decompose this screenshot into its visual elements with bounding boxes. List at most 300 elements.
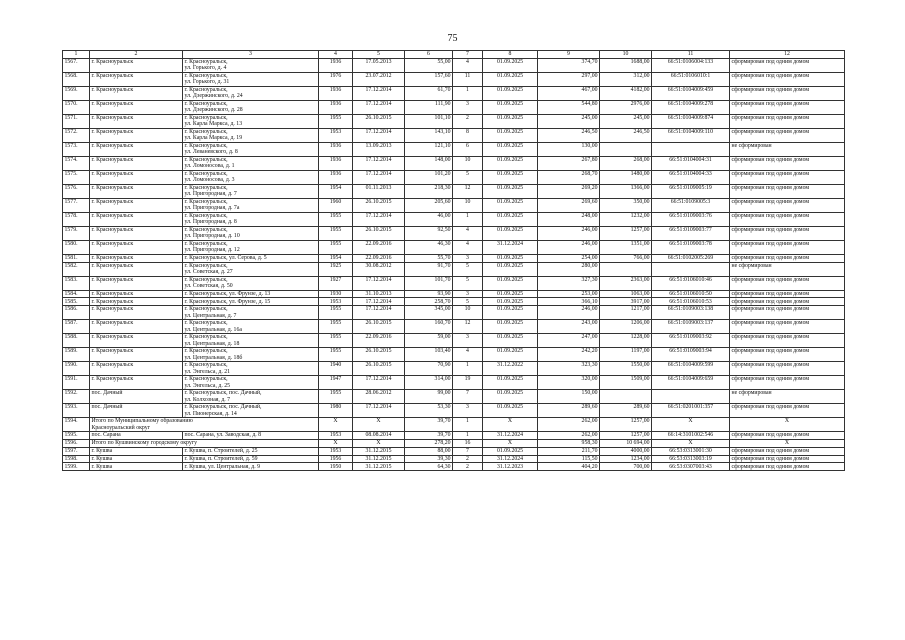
table-cell-col-2: г. Красноуральск	[90, 334, 183, 348]
table-cell-col-8: 01.09.2025	[483, 306, 538, 320]
table-cell-col-1: 1585.	[63, 298, 90, 306]
table-cell-col-5: X	[353, 418, 405, 432]
table-cell-col-9: 246,00	[538, 306, 600, 320]
table-cell-col-1: 1573.	[63, 142, 90, 156]
table-cell-col-7: 2	[453, 114, 483, 128]
table-cell-col-2: г. Красноуральск	[90, 362, 183, 376]
table-cell-col-1: 1578.	[63, 212, 90, 226]
table-cell-col-7: 7	[453, 390, 483, 404]
table-cell-col-12: сформирован под одним домом	[730, 432, 845, 440]
table-cell-col-9: 211,70	[538, 447, 600, 455]
table-cell-col-8: 01.09.2025	[483, 156, 538, 170]
table-row	[63, 72, 845, 86]
table-cell-col-8: 01.09.2025	[483, 404, 538, 418]
table-cell-col-11: 66:51:0106010:46	[652, 276, 730, 290]
table-cell-col-5: 17.12.2014	[353, 376, 405, 390]
table-cell-col-4: 1953	[319, 447, 353, 455]
table-cell-col-6: 46,00	[405, 212, 453, 226]
table-cell-col-1: 1597.	[63, 447, 90, 455]
table-cell-col-9: 246,00	[538, 240, 600, 254]
table-cell-col-4: X	[319, 439, 353, 447]
table-cell-col-7: 5	[453, 298, 483, 306]
table-cell-col-10: 3917,00	[600, 298, 652, 306]
table-cell-col-2: г. Кушва	[90, 447, 183, 455]
table-cell-col-2: г. Красноуральск	[90, 348, 183, 362]
table-cell-col-5: 17.12.2014	[353, 212, 405, 226]
table-cell-col-9: 269,60	[538, 198, 600, 212]
table-cell-col-8: 01.09.2025	[483, 254, 538, 262]
table-cell-col-6: 148,00	[405, 156, 453, 170]
table-cell-col-7: 1	[453, 212, 483, 226]
table-cell-col-9: 243,00	[538, 320, 600, 334]
table-row	[63, 114, 845, 128]
table-cell-col-4: 1953	[319, 432, 353, 440]
table-cell-col-3: г. Красноуральск, ул. Центральная, д. 7	[183, 306, 319, 320]
table-cell-col-7: 3	[453, 254, 483, 262]
column-header-6: 6	[405, 51, 453, 59]
table-cell-col-9: 323,30	[538, 362, 600, 376]
table-cell-col-12: сформирован под одним домом	[730, 86, 845, 100]
table-cell-col-9: 262,00	[538, 432, 600, 440]
table-cell-col-6: 55,00	[405, 58, 453, 72]
table-cell-col-11: 66:51:0104009:659	[652, 376, 730, 390]
table-cell-col-12: сформирован под одним домом	[730, 170, 845, 184]
table-cell-col-12: сформирован под одним домом	[730, 290, 845, 298]
table-cell-col-6: 59,00	[405, 334, 453, 348]
table-cell-col-11: 66:51:0102005:269	[652, 254, 730, 262]
table-cell-col-8: 31.12.2024	[483, 432, 538, 440]
table-row	[63, 184, 845, 198]
table-cell-col-11: 66:53:0313001:30	[652, 447, 730, 455]
table-cell-col-12: сформирован под одним домом	[730, 198, 845, 212]
table-cell-col-2: г. Кушва	[90, 463, 183, 471]
table-cell-col-10: 1366,00	[600, 184, 652, 198]
table-cell-col-2: г. Красноуральск	[90, 290, 183, 298]
table-row	[63, 226, 845, 240]
table-cell-col-3: г. Красноуральск, ул. Фрунзе, д. 13	[183, 290, 319, 298]
table-cell-col-2: г. Красноуральск	[90, 276, 183, 290]
page-number: 75	[447, 33, 458, 44]
table-row	[63, 240, 845, 254]
table-cell-col-1: 1592.	[63, 390, 90, 404]
table-cell-col-7: 19	[453, 376, 483, 390]
table-cell-col-12: сформирован под одним домом	[730, 184, 845, 198]
table-cell-col-10	[600, 142, 652, 156]
table-cell-col-2: г. Красноуральск	[90, 198, 183, 212]
table-cell-col-7: 4	[453, 240, 483, 254]
table-cell-col-9: 327,30	[538, 276, 600, 290]
table-row	[63, 100, 845, 114]
table-cell-col-3: г. Красноуральск, ул. Леваневского, д. 8	[183, 142, 319, 156]
table-cell-col-11: 66:53:0307003:43	[652, 463, 730, 471]
table-cell-col-10: 10 694,00	[600, 439, 652, 447]
table-cell-col-7: 5	[453, 262, 483, 276]
table-cell-col-12: сформирован под одним домом	[730, 306, 845, 320]
table-cell-col-2: г. Красноуральск	[90, 58, 183, 72]
table-cell-col-2: г. Красноуральск	[90, 226, 183, 240]
table-cell-col-12: X	[730, 418, 845, 432]
table-cell-col-9: 150,00	[538, 390, 600, 404]
table-cell-col-12: сформирован под одним домом	[730, 254, 845, 262]
table-cell-col-1: 1574.	[63, 156, 90, 170]
table-cell-col-5: X	[353, 439, 405, 447]
table-cell-col-8: 01.09.2025	[483, 334, 538, 348]
table-cell-col-7: 10	[453, 198, 483, 212]
table-cell-col-9: 958,30	[538, 439, 600, 447]
table-cell-col-9: 267,80	[538, 156, 600, 170]
table-cell-col-1: 1570.	[63, 100, 90, 114]
table-cell-col-3: г. Красноуральск, ул. Горького, д. 31	[183, 72, 319, 86]
table-cell-col-6: 61,70	[405, 86, 453, 100]
table-cell-col-10: 2976,00	[600, 100, 652, 114]
table-cell-col-10: 1351,00	[600, 240, 652, 254]
column-header-11: 11	[652, 51, 730, 59]
table-cell-col-10: 1217,00	[600, 306, 652, 320]
table-cell-col-12: сформирован под одним домом	[730, 376, 845, 390]
table-cell-col-5: 26.10.2015	[353, 114, 405, 128]
table-row	[63, 262, 845, 276]
table-cell-col-9: 253,00	[538, 290, 600, 298]
table-cell-col-10	[600, 262, 652, 276]
table-row	[63, 58, 845, 72]
table-cell-col-3: г. Красноуральск, ул. Ломоносова, д. 1	[183, 156, 319, 170]
table-cell-col-1: 1577.	[63, 198, 90, 212]
table-cell-col-12: сформирован под одним домом	[730, 128, 845, 142]
table-cell-col-8: 31.12.2023	[483, 463, 538, 471]
table-cell-col-1: 1581.	[63, 254, 90, 262]
table-row	[63, 170, 845, 184]
table-cell-col-7: 3	[453, 404, 483, 418]
table-cell-col-7: 1	[453, 86, 483, 100]
table-row	[63, 290, 845, 298]
table-cell-col-12: сформирован под одним домом	[730, 298, 845, 306]
table-cell-col-5: 26.10.2015	[353, 362, 405, 376]
table-cell-col-11: X	[652, 418, 730, 432]
table-cell-col-12: сформирован под одним домом	[730, 100, 845, 114]
table-cell-col-1: 1583.	[63, 276, 90, 290]
table-cell-col-8: 01.09.2025	[483, 348, 538, 362]
table-cell-col-8: 31.12.2024	[483, 455, 538, 463]
table-cell-col-6: 88,00	[405, 447, 453, 455]
table-cell-col-2: г. Красноуральск	[90, 142, 183, 156]
table-cell-col-3: г. Красноуральск, ул. Центральная, д. 18	[183, 334, 319, 348]
table-cell-col-8: 01.09.2025	[483, 447, 538, 455]
table-cell-col-6: 39,70	[405, 418, 453, 432]
table-cell-col-5: 17.12.2014	[353, 128, 405, 142]
table-cell-col-8: 31.12.2024	[483, 240, 538, 254]
table-cell-col-4: 1955	[319, 334, 353, 348]
table-cell-col-8: 01.09.2025	[483, 58, 538, 72]
table-cell-col-3: г. Красноуральск, пос. Дачный, ул. Колхозная, д. 7	[183, 390, 319, 404]
table-cell-col-4: 1960	[319, 198, 353, 212]
table-cell-col-1: 1595.	[63, 432, 90, 440]
table-row	[63, 212, 845, 226]
table-cell-col-4: 1936	[319, 58, 353, 72]
table-cell-col-2: г. Красноуральск	[90, 298, 183, 306]
table-cell-col-5: 26.10.2015	[353, 198, 405, 212]
table-cell-col-11: 66:51:0106004:133	[652, 58, 730, 72]
table-cell-col-5: 31.12.2015	[353, 455, 405, 463]
table-cell-col-5: 30.08.2012	[353, 262, 405, 276]
table-cell-col-6: 64,30	[405, 463, 453, 471]
table-cell-col-3: г. Красноуральск, ул. Советская, д. 27	[183, 262, 319, 276]
table-cell-col-9: 269,20	[538, 184, 600, 198]
table-cell-col-11: 66:51:0104009:874	[652, 114, 730, 128]
table-cell-col-8: 01.09.2025	[483, 276, 538, 290]
table-cell-col-8: X	[483, 439, 538, 447]
table-cell-col-1: 1579.	[63, 226, 90, 240]
table-cell-col-1: 1580.	[63, 240, 90, 254]
table-cell-col-10: 1509,00	[600, 376, 652, 390]
table-cell-col-2: пос. Сарана	[90, 432, 183, 440]
table-cell-col-9: 247,00	[538, 334, 600, 348]
table-cell-col-3: г. Красноуральск, ул. Фрунзе, д. 15	[183, 298, 319, 306]
table-row	[63, 348, 845, 362]
table-cell-col-10: 4182,00	[600, 86, 652, 100]
table-cell-col-11: 66:51:0106010:53	[652, 298, 730, 306]
table-cell-col-12: сформирован под одним домом	[730, 72, 845, 86]
table-row	[63, 198, 845, 212]
table-cell-col-5: 17.12.2014	[353, 298, 405, 306]
table-cell-col-2: г. Красноуральск	[90, 100, 183, 114]
table-cell-col-5: 01.11.2013	[353, 184, 405, 198]
table-cell-col-10: 246,50	[600, 128, 652, 142]
table-cell-col-9: 130,00	[538, 142, 600, 156]
table-cell-col-5: 22.09.2016	[353, 334, 405, 348]
table-cell-col-6: 93,90	[405, 290, 453, 298]
table-cell-col-12: сформирован под одним домом	[730, 114, 845, 128]
table-cell-col-12: не сформирован	[730, 390, 845, 404]
table-cell-col-11: 66:51:0109005:19	[652, 184, 730, 198]
table-cell-col-5: 31.12.2015	[353, 447, 405, 455]
table-cell-col-1: 1569.	[63, 86, 90, 100]
table-cell-col-3: г. Красноуральск, пос. Дачный, ул. Пионерская, д. 14	[183, 404, 319, 418]
table-cell-col-4: 1955	[319, 114, 353, 128]
table-cell-col-6: 101,70	[405, 276, 453, 290]
table-cell-col-7: 4	[453, 58, 483, 72]
table-cell-col-9: 245,00	[538, 114, 600, 128]
table-cell-col-5: 17.12.2014	[353, 306, 405, 320]
table-cell-col-12: сформирован под одним домом	[730, 240, 845, 254]
table-cell-col-3: г. Красноуральск, ул. Дзержинского, д. 28	[183, 100, 319, 114]
table-cell-col-4: 1956	[319, 455, 353, 463]
table-cell-col-1: 1568.	[63, 72, 90, 86]
column-header-7: 7	[453, 51, 483, 59]
table-cell-col-2: г. Красноуральск	[90, 320, 183, 334]
column-header-12: 12	[730, 51, 845, 59]
table-cell-col-3: г. Красноуральск, ул. Пригородная, д. 7	[183, 184, 319, 198]
table-cell-col-8: 31.12.2022	[483, 362, 538, 376]
table-cell-col-12: X	[730, 439, 845, 447]
table-cell-col-12: сформирован под одним домом	[730, 276, 845, 290]
table-cell-col-9: 544,80	[538, 100, 600, 114]
table-cell-col-10: 766,00	[600, 254, 652, 262]
column-header-3: 3	[183, 51, 319, 59]
table-cell-col-8: 01.09.2025	[483, 72, 538, 86]
table-row	[63, 320, 845, 334]
table-cell-col-2: г. Красноуральск	[90, 170, 183, 184]
table-cell-col-10: 289,60	[600, 404, 652, 418]
table-cell-col-9: 246,50	[538, 128, 600, 142]
table-cell-col-5: 23.07.2012	[353, 72, 405, 86]
table-cell-col-8: 01.09.2025	[483, 298, 538, 306]
table-cell-col-3: пос. Сарана, ул. Заводская, д. 8	[183, 432, 319, 440]
table-cell-col-6: 111,90	[405, 100, 453, 114]
table-cell-col-6: 92,50	[405, 226, 453, 240]
table-cell-col-8: 01.09.2025	[483, 142, 538, 156]
table-cell-col-9: 366,10	[538, 298, 600, 306]
table-cell-col-4: 1955	[319, 320, 353, 334]
table-cell-col-2: г. Красноуральск	[90, 86, 183, 100]
table-cell-col-9: 254,00	[538, 254, 600, 262]
table-cell-col-12: сформирован под одним домом	[730, 156, 845, 170]
table-cell-col-5: 26.10.2015	[353, 348, 405, 362]
table-cell-col-11: 66:51:0109003:138	[652, 306, 730, 320]
table-cell-col-11: 66:14:3101002:546	[652, 432, 730, 440]
table-cell-col-10: 1550,00	[600, 362, 652, 376]
table-cell-col-2: г. Красноуральск	[90, 156, 183, 170]
table-cell-col-2: г. Красноуральск	[90, 184, 183, 198]
table-cell-col-3: г. Красноуральск, ул. Горького, д. 4	[183, 58, 319, 72]
table-cell-col-9: 268,70	[538, 170, 600, 184]
table-cell-col-3: г. Красноуральск, ул. Пригородная, д. 7а	[183, 198, 319, 212]
table-cell-col-10	[600, 390, 652, 404]
table-cell-col-4: 1930	[319, 290, 353, 298]
table-cell-col-7: 1	[453, 432, 483, 440]
table-cell-col-1: 1596.	[63, 439, 90, 447]
table-cell-col-5: 08.08.2014	[353, 432, 405, 440]
table-cell-col-3: г. Красноуральск, ул. Центральная, д. 18б	[183, 348, 319, 362]
table-cell-col-11: 66:53:0313003:19	[652, 455, 730, 463]
table-cell-col-2: г. Красноуральск	[90, 254, 183, 262]
table-cell-col-4: 1940	[319, 362, 353, 376]
table-cell-col-9: 289,60	[538, 404, 600, 418]
table-cell-col-8: 01.09.2025	[483, 128, 538, 142]
table-cell-col-9: 248,00	[538, 212, 600, 226]
table-cell-col-6: 160,70	[405, 320, 453, 334]
table-cell-col-1: 1576.	[63, 184, 90, 198]
table-row	[63, 376, 845, 390]
table-cell-col-2: г. Красноуральск	[90, 72, 183, 86]
table-cell-col-2: г. Красноуральск	[90, 212, 183, 226]
column-header-5: 5	[353, 51, 405, 59]
table-cell-col-1: 1575.	[63, 170, 90, 184]
table-cell-col-9: 242,20	[538, 348, 600, 362]
table-cell-col-1: 1589.	[63, 348, 90, 362]
table-cell-col-7: 4	[453, 348, 483, 362]
table-cell-col-4: 1947	[319, 376, 353, 390]
table-cell-col-5: 17.12.2014	[353, 100, 405, 114]
table-cell-col-11: 66:51:0104009:278	[652, 100, 730, 114]
table-cell-col-4: 1936	[319, 170, 353, 184]
table-cell-col-6: 143,10	[405, 128, 453, 142]
table-cell-col-7: 7	[453, 447, 483, 455]
table-cell-col-5: 17.12.2014	[353, 86, 405, 100]
table-cell-col-9: 262,00	[538, 418, 600, 432]
table-cell-col-10: 4000,00	[600, 447, 652, 455]
table-cell-col-7: 2	[453, 455, 483, 463]
table-cell-col-11	[652, 390, 730, 404]
table-row	[63, 276, 845, 290]
table-cell-col-3: г. Красноуральск, ул. Карла Маркса, д. 13	[183, 114, 319, 128]
table-cell-col-9: 467,00	[538, 86, 600, 100]
table-row	[63, 418, 845, 432]
table-cell-col-6: 205,60	[405, 198, 453, 212]
table-cell-col-11	[652, 262, 730, 276]
table-cell-col-9: 115,50	[538, 455, 600, 463]
table-cell-col-1: 1567.	[63, 58, 90, 72]
table-cell-col-8: 01.09.2025	[483, 198, 538, 212]
table-row	[63, 447, 845, 455]
table-cell-col-11: 66:51:0104009:599	[652, 362, 730, 376]
table-cell-col-10: 2363,00	[600, 276, 652, 290]
table-cell-col-5: 31.12.2015	[353, 463, 405, 471]
table-cell-col-5: 26.10.2015	[353, 226, 405, 240]
table-cell-col-3: г. Кушва, п. Строителей, д. 25	[183, 447, 319, 455]
table-cell-col-11: 66:51:0109003:76	[652, 212, 730, 226]
table-cell-col-11: 66:51:0104004:31	[652, 156, 730, 170]
table-cell-col-5: 22.09.2016	[353, 254, 405, 262]
table-cell-col-10: 1228,00	[600, 334, 652, 348]
table-cell-col-10: 1257,00	[600, 226, 652, 240]
table-cell-col-5: 17.12.2014	[353, 170, 405, 184]
table-cell-col-4: 1955	[319, 240, 353, 254]
register-table	[62, 50, 845, 471]
table-cell-col-11: 66:51:0109003:78	[652, 240, 730, 254]
table-cell-col-7: 2	[453, 463, 483, 471]
table-cell-col-8: 01.09.2025	[483, 290, 538, 298]
table-cell-col-11: 66:51:0106010:1	[652, 72, 730, 86]
table-cell-col-2: Итого по Кушвинскому городскому округу	[90, 439, 319, 447]
table-cell-col-4: 1953	[319, 128, 353, 142]
table-cell-col-10: 1197,00	[600, 348, 652, 362]
table-cell-col-4: 1936	[319, 142, 353, 156]
table-cell-col-10: 1688,00	[600, 58, 652, 72]
column-header-2: 2	[90, 51, 183, 59]
table-cell-col-4: 1927	[319, 276, 353, 290]
table-cell-col-8: 01.09.2025	[483, 390, 538, 404]
table-cell-col-12: сформирован под одним домом	[730, 455, 845, 463]
table-cell-col-4: 1976	[319, 72, 353, 86]
table-cell-col-10: 700,00	[600, 463, 652, 471]
table-row	[63, 390, 845, 404]
table-cell-col-12: сформирован под одним домом	[730, 320, 845, 334]
table-cell-col-11: 66:51:0109003:77	[652, 226, 730, 240]
table-cell-col-7: 8	[453, 128, 483, 142]
table-cell-col-5: 17.12.2014	[353, 156, 405, 170]
table-cell-col-4: 1954	[319, 184, 353, 198]
table-row	[63, 128, 845, 142]
table-cell-col-2: пос. Дачный	[90, 404, 183, 418]
table-cell-col-7: 3	[453, 100, 483, 114]
table-row	[63, 86, 845, 100]
table-cell-col-11	[652, 142, 730, 156]
table-cell-col-7: 12	[453, 320, 483, 334]
table-cell-col-9: 246,00	[538, 226, 600, 240]
table-row	[63, 254, 845, 262]
table-cell-col-1: 1572.	[63, 128, 90, 142]
table-cell-col-2: г. Красноуральск	[90, 262, 183, 276]
table-cell-col-4: 1925	[319, 262, 353, 276]
table-cell-col-7: 1	[453, 418, 483, 432]
table-row	[63, 404, 845, 418]
table-cell-col-5: 17.12.2014	[353, 404, 405, 418]
table-cell-col-12: сформирован под одним домом	[730, 463, 845, 471]
table-cell-col-8: 01.09.2025	[483, 86, 538, 100]
table-row	[63, 455, 845, 463]
table-cell-col-5: 28.06.2012	[353, 390, 405, 404]
table-cell-col-6: 39,70	[405, 432, 453, 440]
